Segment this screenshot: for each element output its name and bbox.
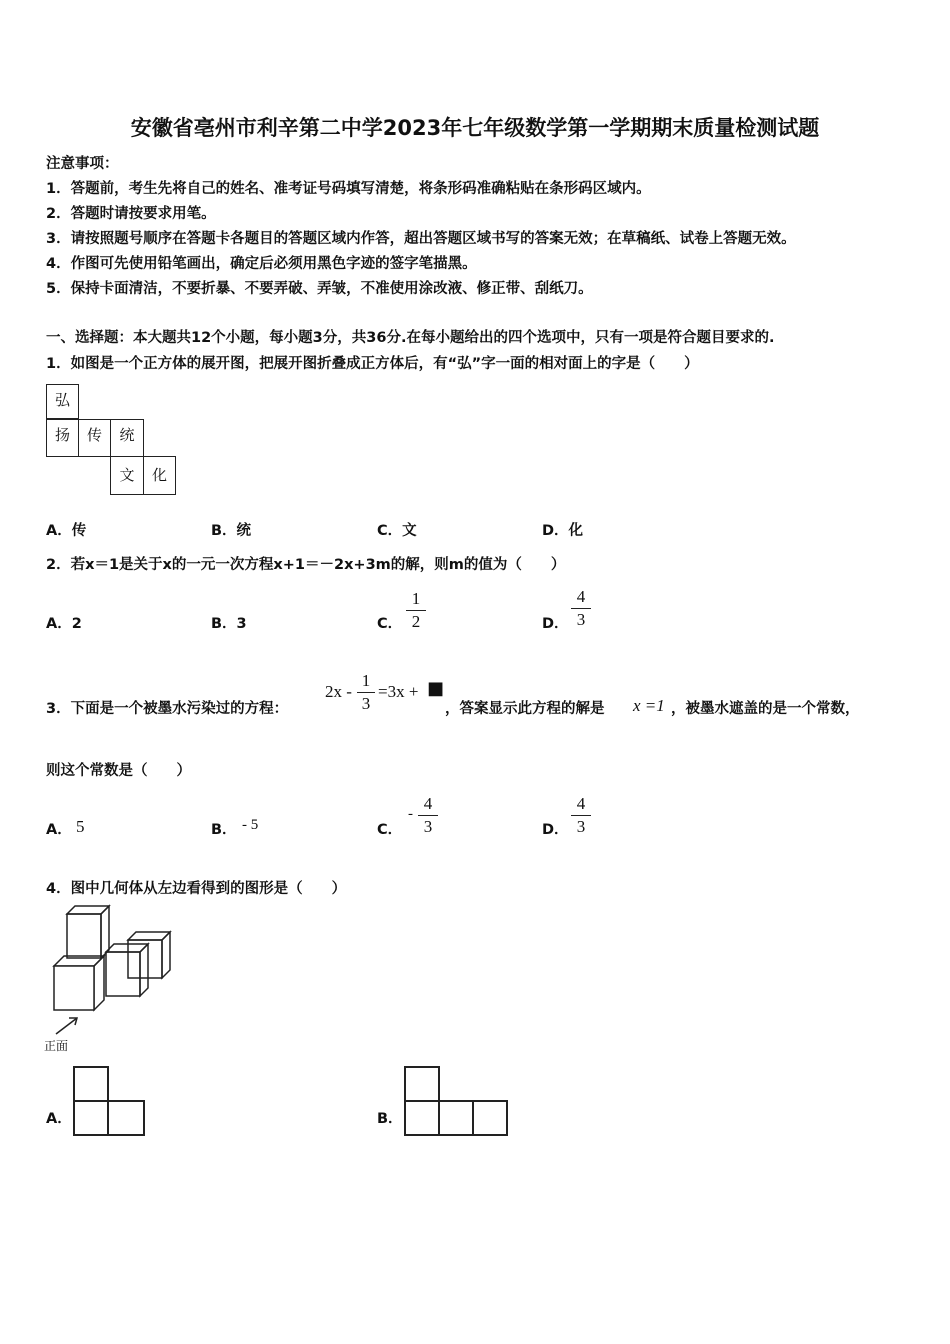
q1-option-d[interactable]: D．化 <box>542 523 584 539</box>
q3-option-a-value: 5 <box>76 817 85 836</box>
fraction-numerator: 4 <box>576 587 586 606</box>
solution-value: x =1 <box>633 696 665 715</box>
net-cell: 文 <box>110 456 144 495</box>
equation-right: =3x + <box>378 682 419 701</box>
fraction-denominator: 3 <box>423 817 433 836</box>
notice-heading: 注意事项： <box>46 156 119 172</box>
q4-option-a[interactable]: A． <box>46 1111 72 1127</box>
question-3-stem-start: 3．下面是一个被墨水污染过的方程： <box>46 701 289 717</box>
fraction-numerator: 4 <box>576 794 586 813</box>
q1-option-a[interactable]: A．传 <box>46 523 87 539</box>
question-3-stem-mid: ，答案显示此方程的解是 <box>445 701 605 717</box>
fraction-denominator: 3 <box>576 610 586 629</box>
notice-item: 4．作图可先使用铅笔画出，确定后必须用黑色字迹的签字笔描黑。 <box>46 256 477 272</box>
notice-item: 1．答题前，考生先将自己的姓名、准考证号码填写清楚，将条形码准确粘贴在条形码区域内。 <box>46 181 651 197</box>
view-square <box>73 1100 109 1136</box>
view-square <box>404 1066 440 1102</box>
question-4-stem: 4．图中几何体从左边看得到的图形是（ ） <box>46 881 347 897</box>
fraction-numerator: 1 <box>361 671 371 690</box>
q2-option-c[interactable]: C． <box>377 616 403 632</box>
notice-item: 3．请按照题号顺序在答题卡各题目的答题区域内作答，超出答题区域书写的答案无效；在草稿纸、试卷上答题无效。 <box>46 231 796 247</box>
q3-option-b-value: - 5 <box>242 817 259 833</box>
view-square <box>107 1100 145 1136</box>
question-1-stem: 1．如图是一个正方体的展开图，把展开图折叠成正方体后，有“弘”字一面的相对面上的字是（ ） <box>46 356 699 372</box>
q2-option-b[interactable]: B．3 <box>211 616 247 632</box>
question-2-stem: 2．若x＝1是关于x的一元一次方程x+1＝－2x+3m的解，则m的值为（ ） <box>46 557 566 573</box>
q3-option-d-fraction <box>571 794 591 837</box>
net-cell: 统 <box>110 419 144 457</box>
q3-option-c-sign: - <box>408 806 413 822</box>
q2-option-a[interactable]: A．2 <box>46 616 82 632</box>
view-square <box>73 1066 109 1102</box>
front-view-label: 正面 <box>44 1039 69 1053</box>
notice-item: 2．答题时请按要求用笔。 <box>46 206 216 222</box>
q3-option-c[interactable]: C． <box>377 822 403 838</box>
equation-left: 2x - <box>325 682 352 701</box>
view-square <box>404 1100 440 1136</box>
q2-option-d-fraction <box>571 587 591 630</box>
q2-option-c-fraction <box>406 589 426 632</box>
question-3-stem-end: ，被墨水遮盖的是一个常数， <box>671 701 860 717</box>
net-cell: 弘 <box>46 384 79 419</box>
net-cell: 化 <box>143 456 176 495</box>
fraction-numerator: 1 <box>411 589 421 608</box>
question-3-stem-line2: 则这个常数是（ ） <box>46 763 191 779</box>
isometric-cube-figure <box>44 900 179 1050</box>
fraction-denominator: 2 <box>411 612 421 631</box>
fraction-numerator: 4 <box>423 794 433 813</box>
view-square <box>438 1100 474 1136</box>
net-cell: 扬 <box>46 419 79 457</box>
page-title: 安徽省亳州市利辛第二中学2023年七年级数学第一学期期末质量检测试题 <box>130 116 820 140</box>
q2-option-d[interactable]: D． <box>542 616 569 632</box>
q4-option-b[interactable]: B． <box>377 1111 403 1127</box>
view-square <box>472 1100 508 1136</box>
equation-fraction <box>357 671 375 714</box>
q3-option-a[interactable]: A． <box>46 822 72 838</box>
q1-option-c[interactable]: C．文 <box>377 523 417 539</box>
fraction-denominator: 3 <box>361 694 371 713</box>
q3-option-d[interactable]: D． <box>542 822 569 838</box>
notice-item: 5．保持卡面清洁，不要折暴、不要弄破、弄皱，不准使用涂改液、修正带、刮纸刀。 <box>46 281 593 297</box>
section-heading: 一、选择题：本大题共12个小题，每小题3分，共36分.在每小题给出的四个选项中，只有一项是符合题目要求的. <box>46 330 775 346</box>
q3-option-b[interactable]: B． <box>211 822 237 838</box>
ink-blot: ■ <box>427 678 445 699</box>
net-cell: 传 <box>78 419 111 457</box>
q1-option-b[interactable]: B．统 <box>211 523 252 539</box>
q3-option-c-fraction <box>418 794 438 837</box>
fraction-denominator: 3 <box>576 817 586 836</box>
